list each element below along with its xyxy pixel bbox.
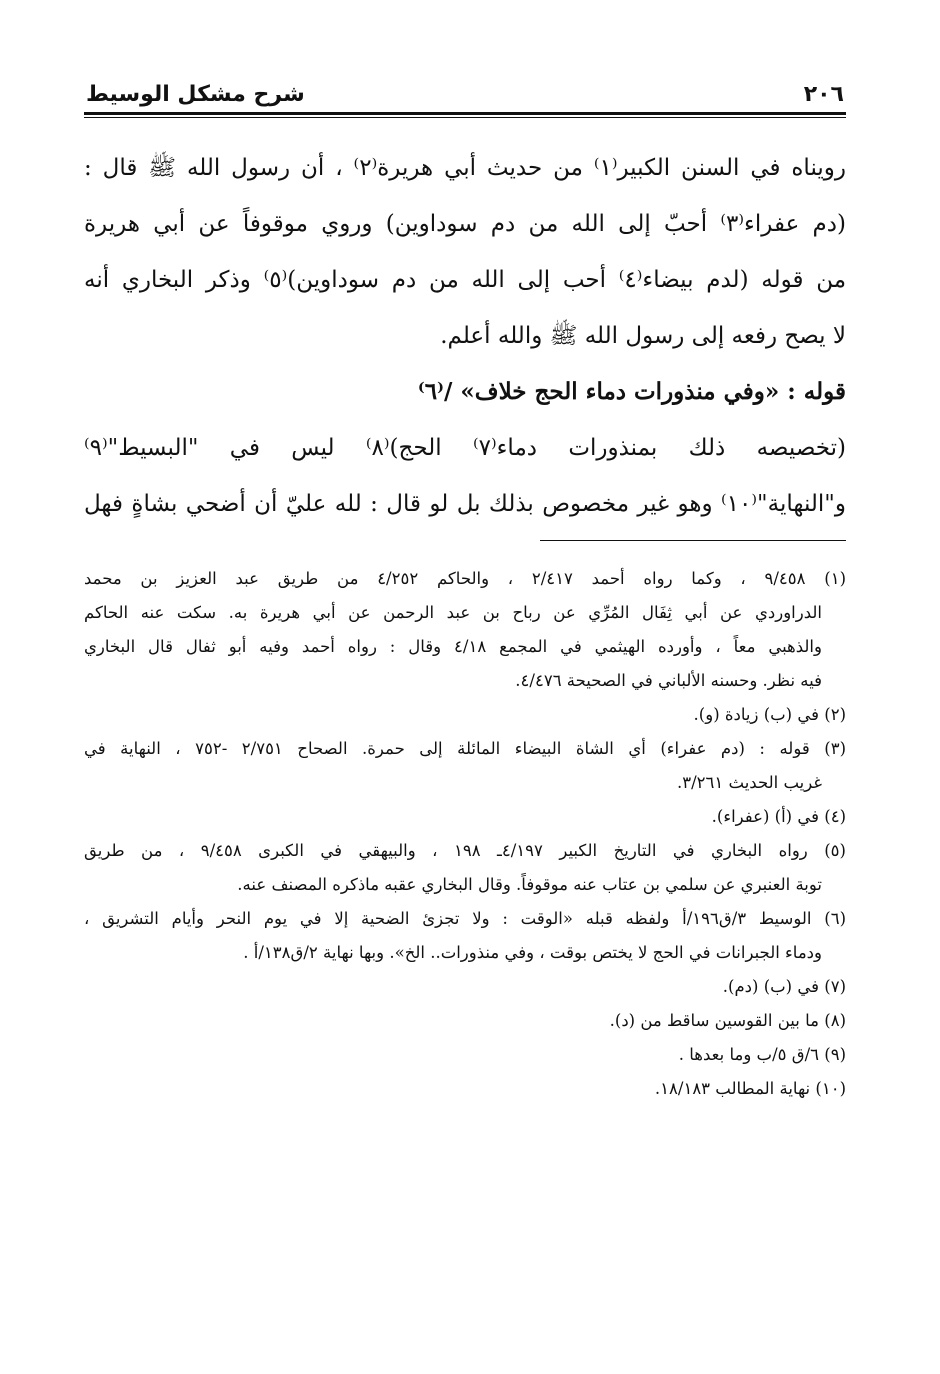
footnote-5-continuation: توبة العنبري عن سلمي بن عتاب عنه موقوفاً. وقال البخاري عقبه ماذكره المصنف عنه. [237, 875, 822, 894]
main-text-line: من قوله (لدم بيضاء⁽٤⁾ أحب إلى الله من دم سوداوين)⁽٥⁾ وذكر البخاري أنه [84, 267, 846, 293]
footnote-1-continuation: فيه نظر. وحسنه الألباني في الصحيحة ٤/٤٧٦. [515, 671, 822, 690]
footnote-2: (٢) في (ب) زيادة (و). [693, 705, 846, 724]
header-rule-thick [84, 112, 846, 115]
main-text-line: لا يصح رفعه إلى رسول الله ﷺ والله أعلم. [440, 323, 846, 349]
main-text-line: (دم عفراء⁽٣⁾ أحبّ إلى الله من دم سوداوين) وروي موقوفاً عن أبي هريرة [84, 211, 846, 237]
footnote-9: (٩) ٦/ق ٥/ب وما بعدها . [678, 1045, 846, 1064]
footnote-7: (٧) في (ب) (دم). [722, 977, 846, 996]
running-header [84, 72, 846, 118]
quoted-heading: قوله : «وفي منذورات دماء الحج خلاف» /⁽٦⁾ [417, 378, 846, 405]
main-text-line: (تخصيصه ذلك بمنذورات دماء⁽٧⁾ الحج)⁽٨⁾ ليس في "البسيط"⁽٩⁾ [84, 435, 846, 461]
main-text [84, 140, 846, 532]
main-text-line: و"النهاية"⁽١٠⁾ وهو غير مخصوص بذلك بل لو قال : لله عليّ أن أضحي بشاةٍ فهل [84, 491, 846, 517]
footnote-3-continuation: غريب الحديث ٣/٢٦١. [677, 773, 822, 792]
footnote-1-continuation: والذهبي معاً ، وأورده الهيثمي في المجمع ٤/١٨ وقال : رواه أحمد وفيه أبو ثفال قال البخاري [84, 637, 822, 656]
footnote-separator [540, 540, 846, 541]
book-title: شرح مشكل الوسيط [86, 82, 305, 107]
footnote-4: (٤) في (أ) (عفراء). [711, 807, 846, 826]
footnote-3: (٣) قوله : (دم عفراء) أي الشاة البيضاء المائلة إلى حمرة. الصحاح ٢/٧٥١ -٧٥٢ ، النهاية في [84, 739, 846, 758]
page-number: ٢٠٦ [803, 82, 844, 107]
footnote-10: (١٠) نهاية المطالب ١٨/١٨٣. [654, 1079, 846, 1098]
footnotes [84, 562, 846, 1106]
main-text-line: رويناه في السنن الكبير⁽١⁾ من حديث أبي هريرة⁽٢⁾ ، أن رسول الله ﷺ قال : [84, 155, 846, 181]
footnote-1: (١) ٩/٤٥٨ ، وكما رواه أحمد ٢/٤١٧ ، والحاكم ٤/٢٥٢ من طريق عبد العزيز بن محمد [84, 569, 846, 588]
footnote-1-continuation: الدراوردي عن أبي ثِفَال المُرِّي عن رباح بن عبد الرحمن عن أبي هريرة به. سكت عنه الحاكم [84, 603, 822, 622]
header-rule-thin [84, 117, 846, 118]
footnote-5: (٥) رواه البخاري في التاريخ الكبير ٤/١٩٧ـ ١٩٨ ، والبيهقي في الكبرى ٩/٤٥٨ ، من طريق [84, 841, 846, 860]
footnote-8: (٨) ما بين القوسين ساقط من (د). [609, 1011, 846, 1030]
footnote-6-continuation: ودماء الجبرانات في الحج لا يختص بوقت ، وفي منذورات.. الخ». وبها نهاية ٢/ق١٣٨/أ . [243, 943, 822, 962]
footnote-6: (٦) الوسيط ٣/ق١٩٦/أ ولفظه قبله «الوقت : ولا تجزئ الضحية إلا في يوم النحر وأيام التشريق ، [84, 909, 846, 928]
